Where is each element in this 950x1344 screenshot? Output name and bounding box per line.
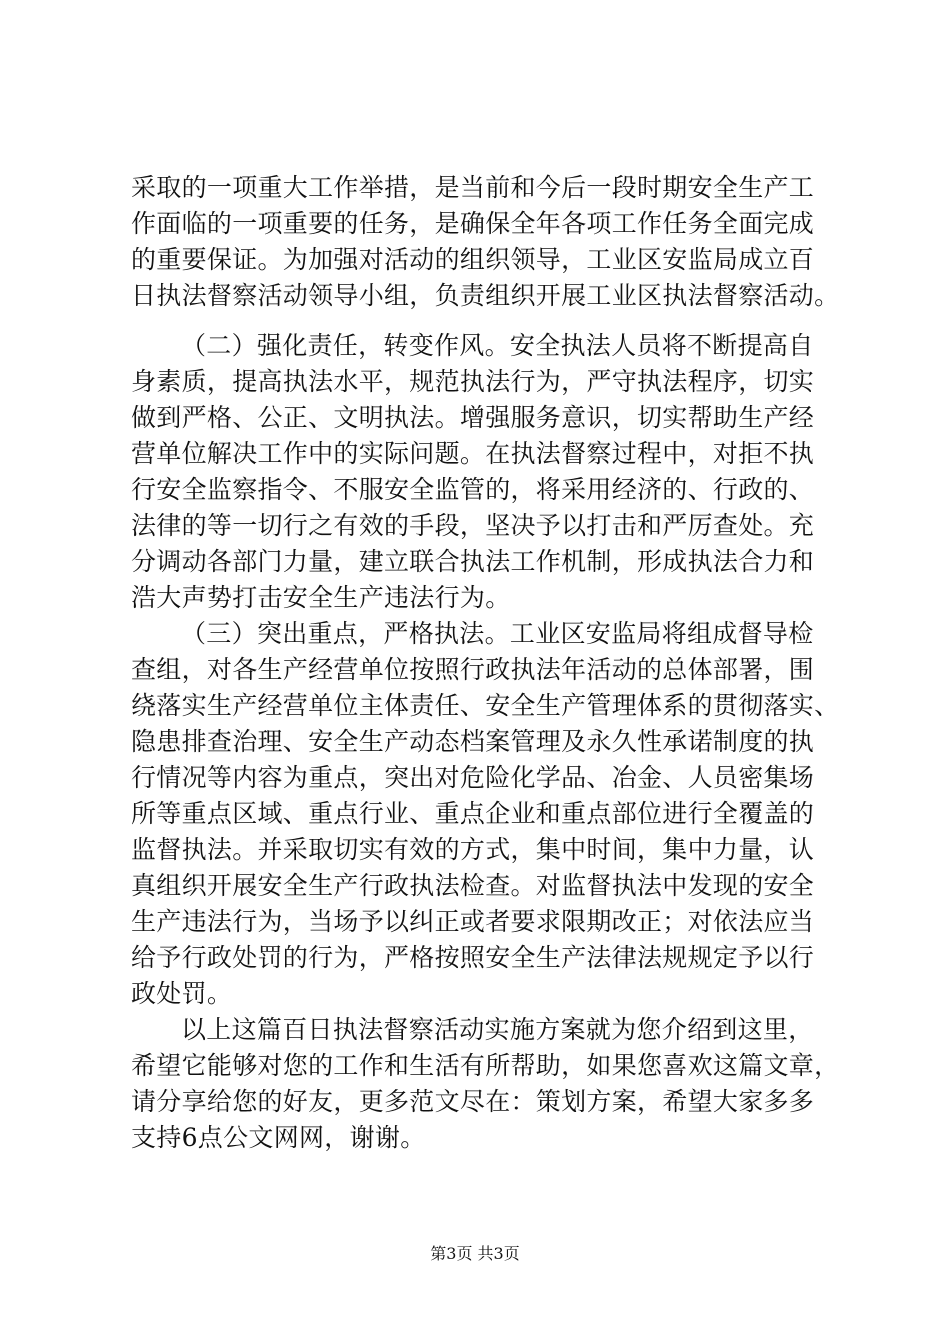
text-line: 给予行政处罚的行为，严格按照安全生产法律法规规定予以行 [131,943,815,972]
text-line: 绕落实生产经营单位主体责任、安全生产管理体系的贯彻落实、 [131,691,840,720]
text-line: 采取的一项重大工作举措，是当前和今后一段时期安全生产工 [131,173,815,202]
text-line: 所等重点区域、重点行业、重点企业和重点部位进行全覆盖的 [131,799,815,828]
text-line: 监督执法。并采取切实有效的方式，集中时间，集中力量，认 [131,835,815,864]
text-line: 查组，对各生产经营单位按照行政执法年活动的总体部署，围 [131,655,815,684]
text-line: 以上这篇百日执法督察活动实施方案就为您介绍到这里， [181,1015,814,1044]
text-line: 行安全监察指令、不服安全监管的，将采用经济的、行政的、 [131,475,815,504]
page-footer: 第3页 共3页 [430,1244,520,1263]
text-line: （二）强化责任，转变作风。安全执法人员将不断提高自 [181,331,814,360]
text-line: 隐患排查治理、安全生产动态档案管理及永久性承诺制度的执 [131,727,815,756]
text-line: 浩大声势打击安全生产违法行为。 [131,583,511,612]
text-line: 分调动各部门力量，建立联合执法工作机制，形成执法合力和 [131,547,815,576]
text-line: 营单位解决工作中的实际问题。在执法督察过程中，对拒不执 [131,439,815,468]
text-line: 作面临的一项重要的任务，是确保全年各项工作任务全面完成 [131,209,815,238]
text-line: 希望它能够对您的工作和生活有所帮助，如果您喜欢这篇文章， [131,1051,840,1080]
text-line: 请分享给您的好友，更多范文尽在：策划方案，希望大家多多 [131,1087,815,1116]
text-line: 做到严格、公正、文明执法。增强服务意识，切实帮助生产经 [131,403,815,432]
text-line: 的重要保证。为加强对活动的组织领导，工业区安监局成立百 [131,245,815,274]
text-line: 日执法督察活动领导小组，负责组织开展工业区执法督察活动。 [131,281,840,310]
text-line: （三）突出重点，严格执法。工业区安监局将组成督导检 [181,619,814,648]
text-line: 支持6点公文网网，谢谢。 [131,1123,426,1152]
text-line: 身素质，提高执法水平，规范执法行为，严守执法程序，切实 [131,367,815,396]
text-line: 行情况等内容为重点，突出对危险化学品、冶金、人员密集场 [131,763,815,792]
text-line: 政处罚。 [131,979,233,1008]
text-line: 法律的等一切行之有效的手段，坚决予以打击和严厉查处。充 [131,511,815,540]
text-line: 生产违法行为，当场予以纠正或者要求限期改正；对依法应当 [131,907,815,936]
text-line: 真组织开展安全生产行政执法检查。对监督执法中发现的安全 [131,871,815,900]
